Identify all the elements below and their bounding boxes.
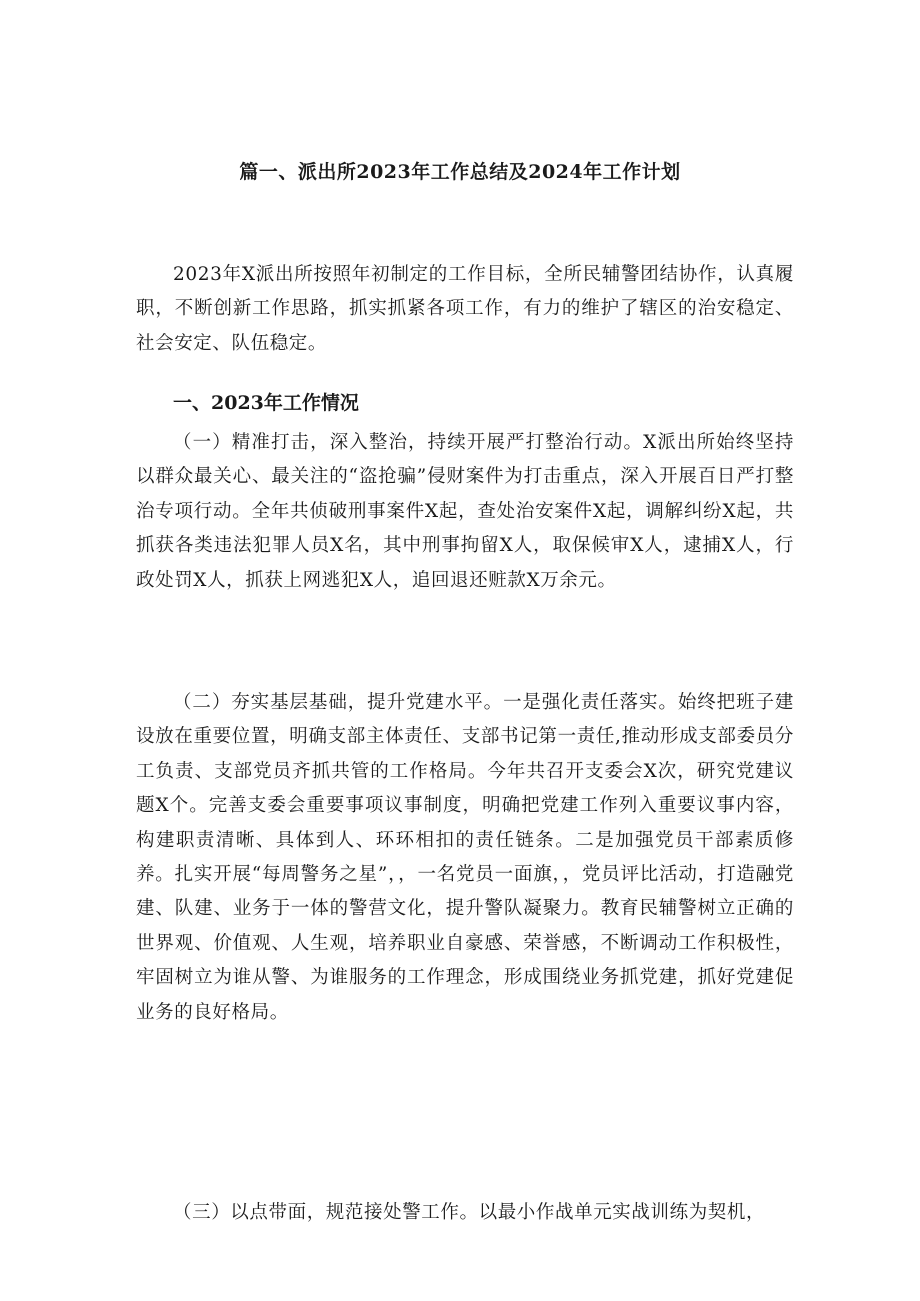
document-title: 篇一、派出所2023年工作总结及2024年工作计划	[239, 161, 681, 183]
paragraph-item-3: （三）以点带面，规范接处警工作。以最小作战单元实战训练为契机，	[173, 1202, 766, 1223]
paragraph-item-2: （二）夯实基层基础，提升党建水平。一是强化责任落实。始终把班子建设放在重要位置，明确支部主体责任、支部书记第一责任,推动形成支部委员分工负责、支部党员齐抓共管的工作格局。今年共召开支委会X次，研究党建议题X个。完善支委会重要事项议事制度，明确把党建工作列入重要议事内容，构建职责清晰、具体到人、环环相扣的责任链条。二是加强党员干部素质修养。扎实开展“每周警务之星”，，一名党员一面旗，，党员评比活动，打造融党建、队建、业务于一体的警营文化，提升警队凝聚力。教育民辅警树立正确的世界观、价值观、人生观，培养职业自豪感、荣誉感，不断调动工作积极性，牢固树立为谁从警、为谁服务的工作理念，形成围绕业务抓党建，抓好党建促业务的良好格局。	[136, 692, 794, 1023]
paragraph-item-1: （一）精准打击，深入整治，持续开展严打整治行动。X派出所始终坚持以群众最关心、最关注的“盗抢骗”侵财案件为打击重点，深入开展百日严打整治专项行动。全年共侦破刑事案件X起，查处治安案件X起，调解纠纷X起，共抓获各类违法犯罪人员X名，其中刑事拘留X人，取保候审X人，逮捕X人，行政处罚X人，抓获上网逃犯X人，追回退还赃款X万余元。	[136, 432, 794, 591]
intro-paragraph: 2023年X派出所按照年初制定的工作目标，全所民辅警团结协作，认真履职，不断创新工作思路，抓实抓紧各项工作，有力的维护了辖区的治安稳定、社会安定、队伍稳定。	[136, 264, 794, 354]
section-heading-work-status: 一、2023年工作情况	[173, 392, 359, 414]
